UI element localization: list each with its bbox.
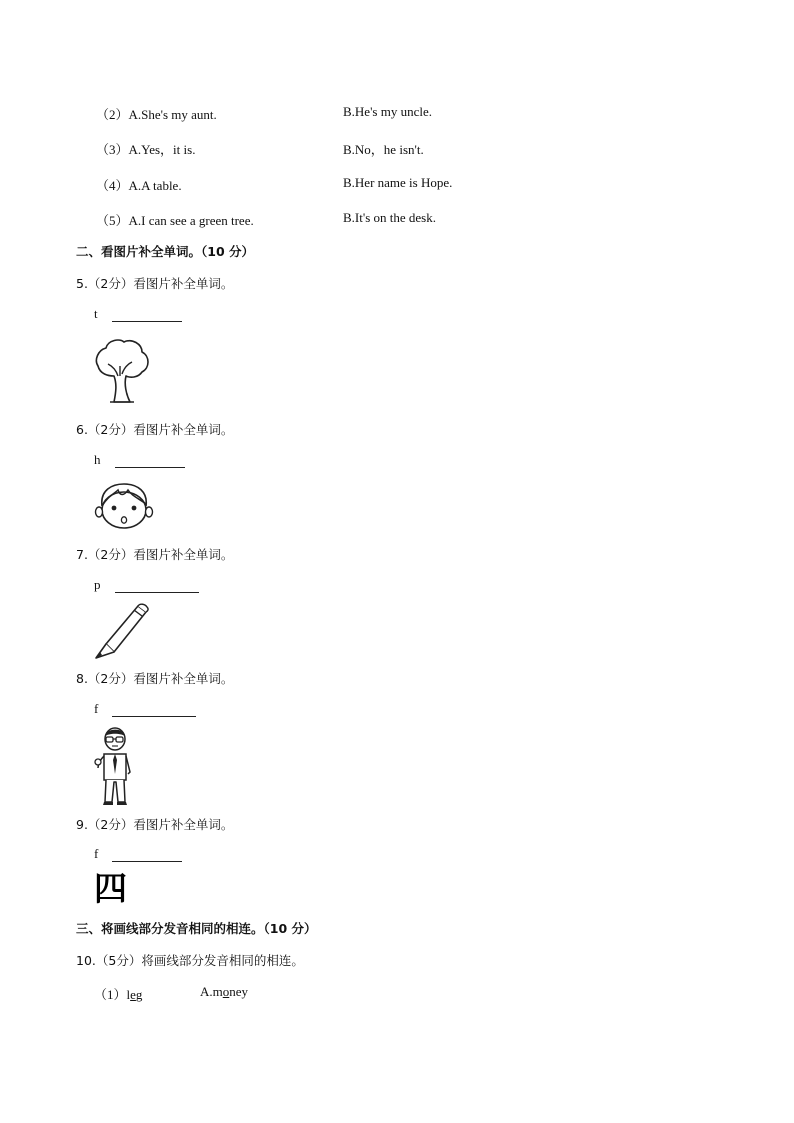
word-part: g [135,987,143,1002]
section-3-heading: 三、将画线部分发音相同的相连。（10 分） [76,921,317,936]
number-four-icon: 四 [94,869,127,908]
option-3a: （3）A.Yes，it is. [96,142,196,157]
question-6-blank[interactable] [115,466,185,468]
option-4a: （4）A.A table. [96,178,182,193]
question-6-stem: 6.（2分）看图片补全单词。 [76,422,234,437]
option-3b: B.No，he isn't. [343,142,424,157]
option-5b: B.It's on the desk. [343,210,436,225]
question-10-stem: 10.（5分）将画线部分发音相同的相连。 [76,953,304,968]
option-2a: （2）A.She's my aunt. [96,107,217,122]
item-number: （1） [94,987,127,1002]
word-leg[interactable] [127,987,143,1002]
question-10-item-1 [94,984,142,1003]
word-part: A.m [200,984,223,999]
question-8-stem: 8.（2分）看图片补全单词。 [76,671,234,686]
option-2b: B.He's my uncle. [343,104,432,119]
question-7-letter: p [94,577,101,592]
section-2-heading: 二、看图片补全单词。（10 分） [76,244,254,259]
option-4b: B.Her name is Hope. [343,175,453,190]
question-6-letter: h [94,452,101,467]
question-9-blank[interactable] [112,860,182,862]
boy-face-icon [94,482,154,530]
question-5-stem: 5.（2分）看图片补全单词。 [76,276,234,291]
question-5-blank[interactable] [112,320,182,322]
question-8-letter: f [94,701,99,716]
word-part: ney [229,984,249,999]
underlined-letter: e [130,987,136,1002]
question-8-blank[interactable] [112,715,196,717]
word-part: l [126,987,131,1002]
option-5a: （5）A.I can see a green tree. [96,213,254,228]
question-9-letter: f [94,846,99,861]
question-10-option-a[interactable] [200,984,248,1000]
question-5-letter: t [94,306,98,321]
tree-icon [92,336,152,406]
question-7-stem: 7.（2分）看图片补全单词。 [76,547,234,562]
man-with-glasses-icon [92,726,136,806]
underlined-letter: o [222,984,230,999]
question-9-stem: 9.（2分）看图片补全单词。 [76,817,234,832]
question-7-blank[interactable] [115,591,199,593]
pencil-icon [92,600,152,660]
